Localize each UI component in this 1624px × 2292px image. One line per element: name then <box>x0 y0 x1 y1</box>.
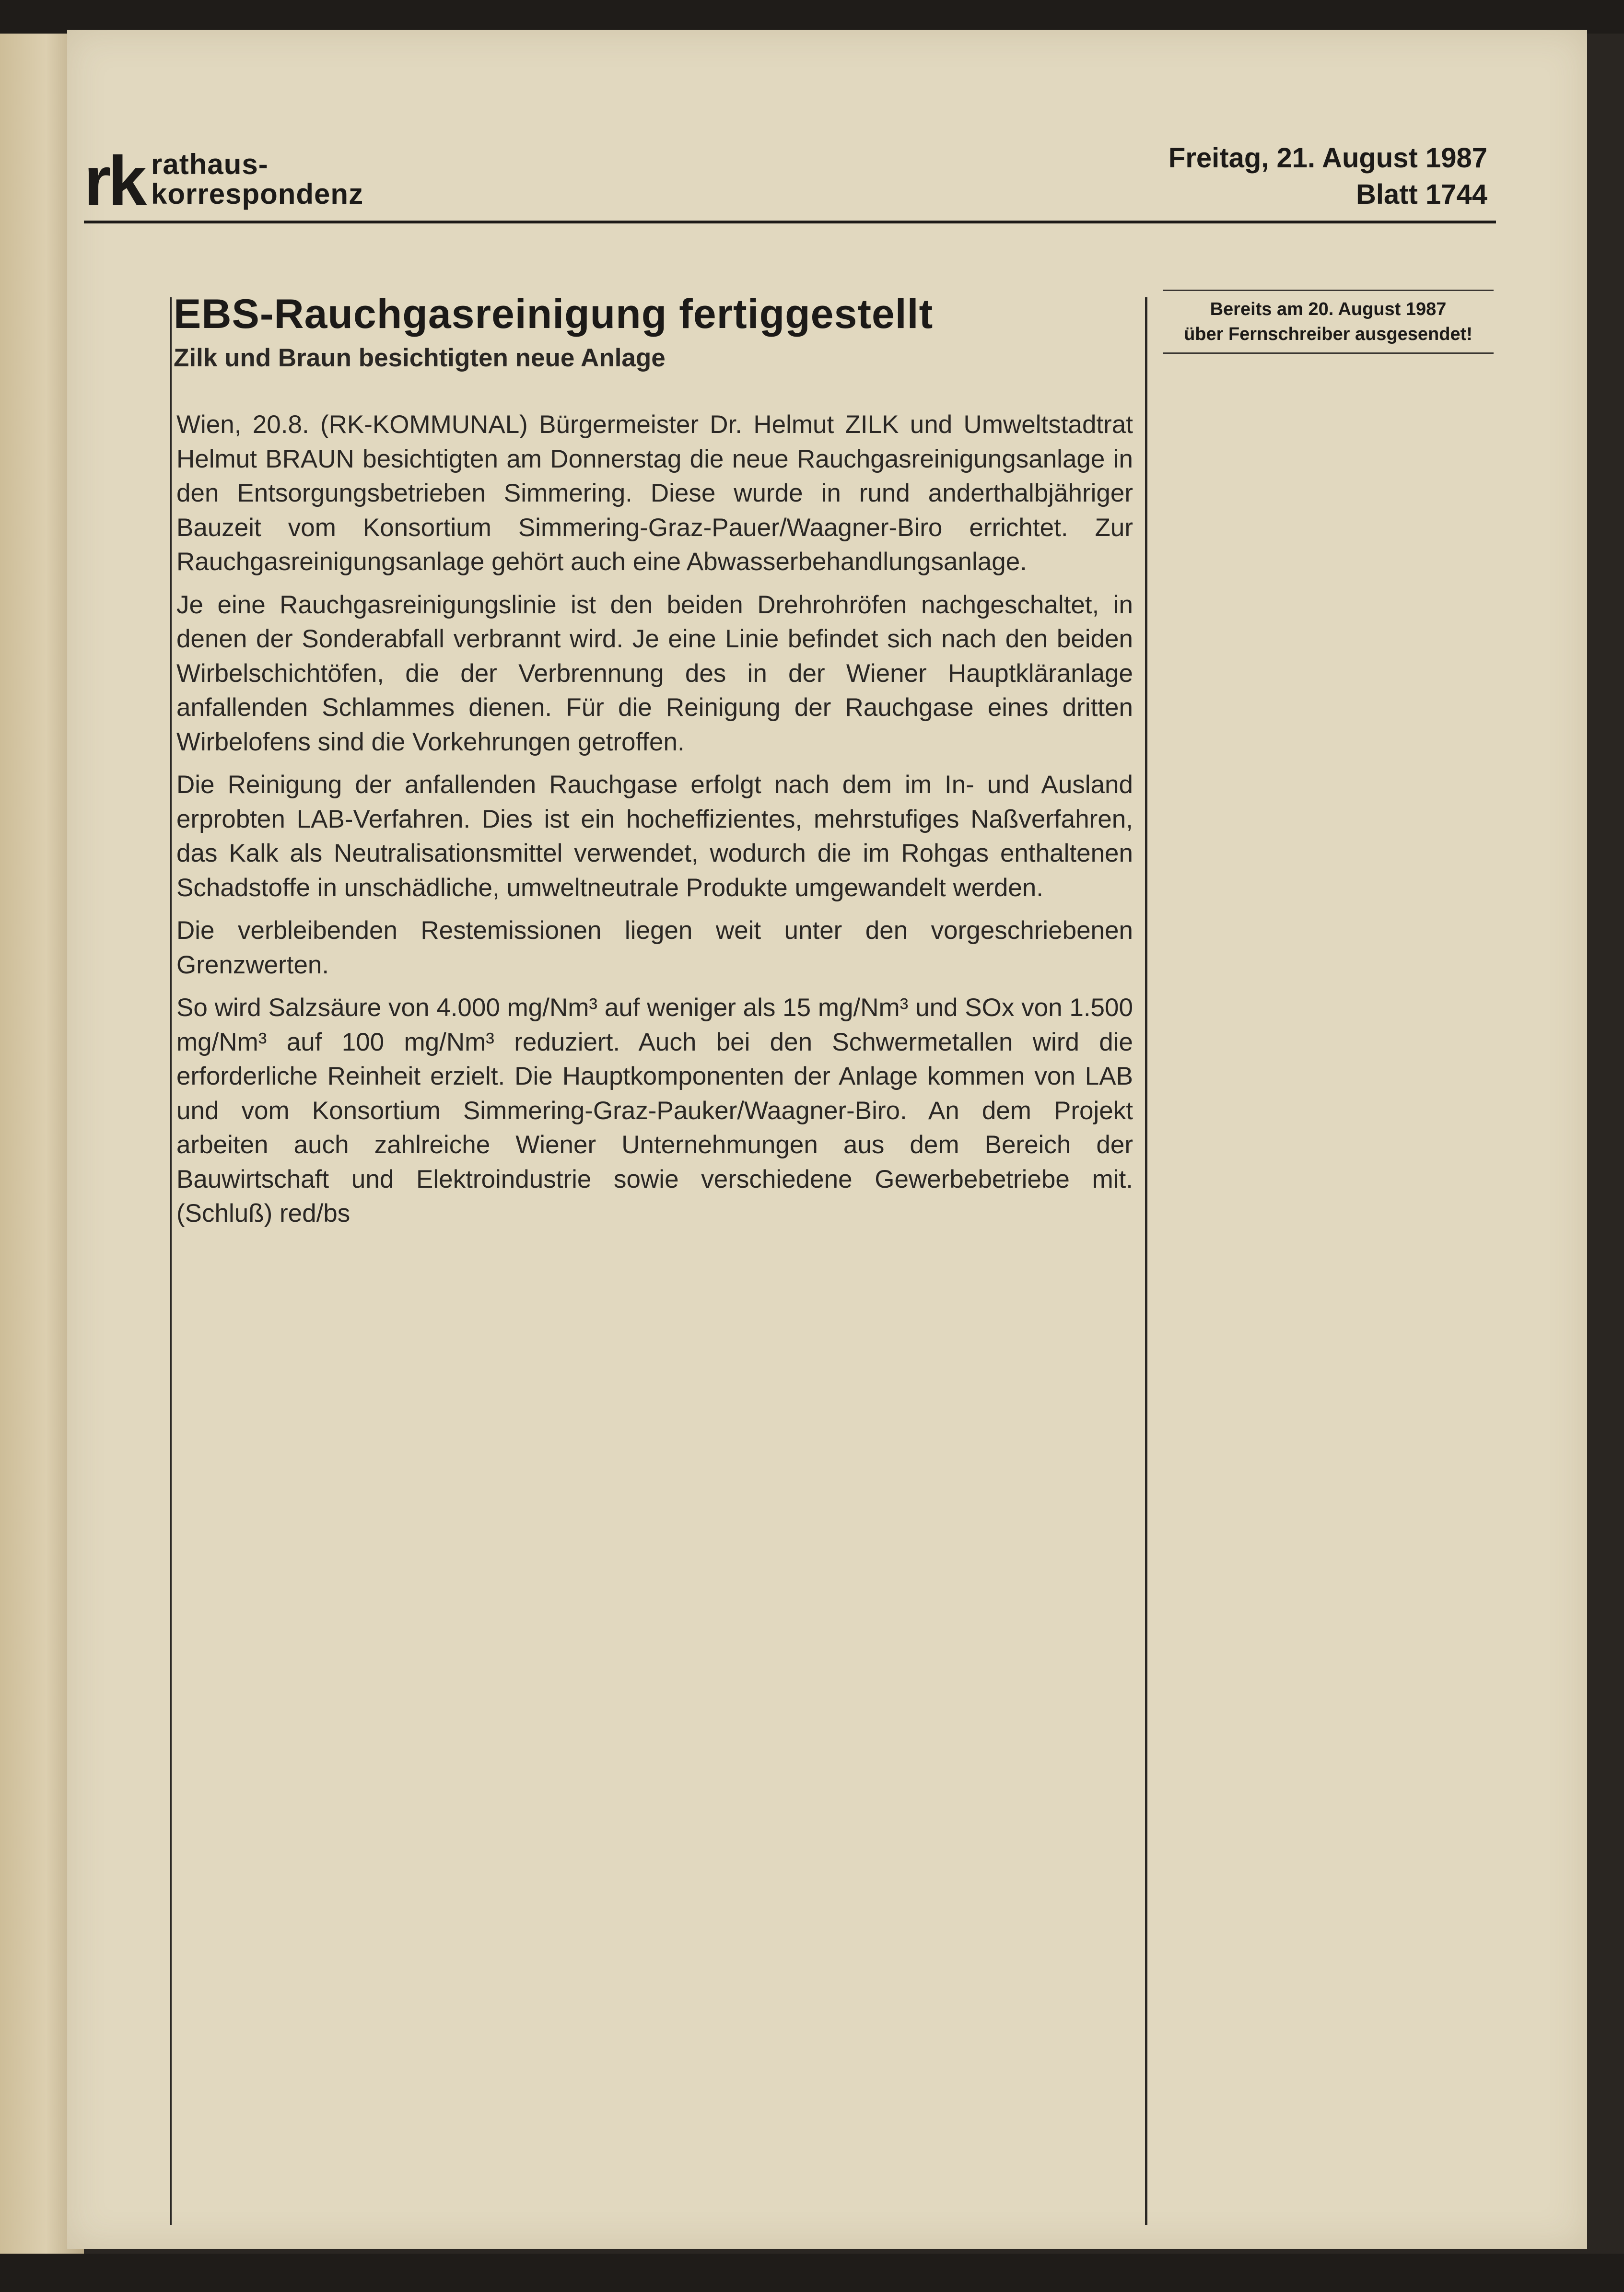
logo-name-line1: rathaus- <box>151 148 269 180</box>
header-rule <box>84 221 1496 223</box>
paragraph: Die Reinigung der anfallenden Rauchgase erfolgt nach dem im In- und Ausland erprobten LAB-Verfahren. Dies ist ein hocheffizientes, mehrstufiges Naßverfahren, das Kalk als Neutralisationsmittel verwendet, wodurch die im Rohgas enthaltenen Schadstoffe in unschädliche, umweltneutrale Produkte umgewandelt werden. <box>176 771 1133 902</box>
article-headline: EBS-Rauchgasreinigung fertiggestellt <box>174 291 934 337</box>
column-divider <box>1145 297 1147 2225</box>
telex-note <box>1163 290 1494 354</box>
paragraph: Je eine Rauchgasreinigungslinie ist den beiden Drehrohröfen nachgeschaltet, in denen der Sonderabfall verbrannt wird. Je eine Linie befindet sich nach den beiden Wirbelschichtöfen, die der Verbrennung des in der Wiener Hauptkläranlage anfallenden Schlammes dienen. Für die Reinigung der Rauchgase eines dritten Wirbelofens sind die Vorkehrungen getroffen. <box>176 590 1133 756</box>
telex-note-line1: Bereits am 20. August 1987 <box>1210 299 1447 319</box>
left-column-rule <box>170 297 172 2225</box>
scan-background-top <box>0 0 1624 34</box>
scan-background-bottom <box>0 2254 1624 2292</box>
logo-name <box>151 150 363 209</box>
header-info <box>1168 140 1487 213</box>
paragraph: So wird Salzsäure von 4.000 mg/Nm³ auf weniger als 15 mg/Nm³ und SOx von 1.500 mg/Nm³ auf 100 mg/Nm³ reduziert. Auch bei den Schwermetallen wird die erforderliche Reinheit erzielt. Die Hauptkomponenten der Anlage kommen von LAB und vom Konsortium Simmering-Graz-Pauker/Waagner-Biro. An dem Projekt arbeiten auch zahlreiche Wiener Unternehmungen aus dem Bereich der Bauwirtschaft und Elektroindustrie sowie verschiedene Gewerbebetriebe mit. (Schluß) red/bs <box>176 994 1133 1228</box>
article-subheadline: Zilk und Braun besichtigten neue Anlage <box>174 344 666 372</box>
paragraph: Die verbleibenden Restemissionen liegen weit unter den vorgeschriebenen Grenzwerten. <box>176 916 1133 979</box>
telex-note-line2: über Fernschreiber ausgesendet! <box>1184 324 1472 344</box>
article-body <box>176 408 1133 1240</box>
paragraph: Wien, 20.8. (RK-KOMMUNAL) Bürgermeister Dr. Helmut ZILK und Umweltstadtrat Helmut BRAUN besichtigten am Donnerstag die neue Rauchgasreinigungsanlage in den Entsorgungsbetrieben Simmering. Diese wurde in rund anderthalbjähriger Bauzeit vom Konsortium Simmering-Graz-Pauer/Waagner-Biro errichtet. Zur Rauchgasreinigungsanlage gehört auch eine Abwasserbehandlungsanlage. <box>176 410 1133 576</box>
issue-date: Freitag, 21. August 1987 <box>1168 142 1487 174</box>
logo-name-line2: korrespondenz <box>151 178 364 210</box>
logo-mark: rk <box>84 142 144 220</box>
sheet-number: Blatt 1744 <box>1355 179 1487 210</box>
